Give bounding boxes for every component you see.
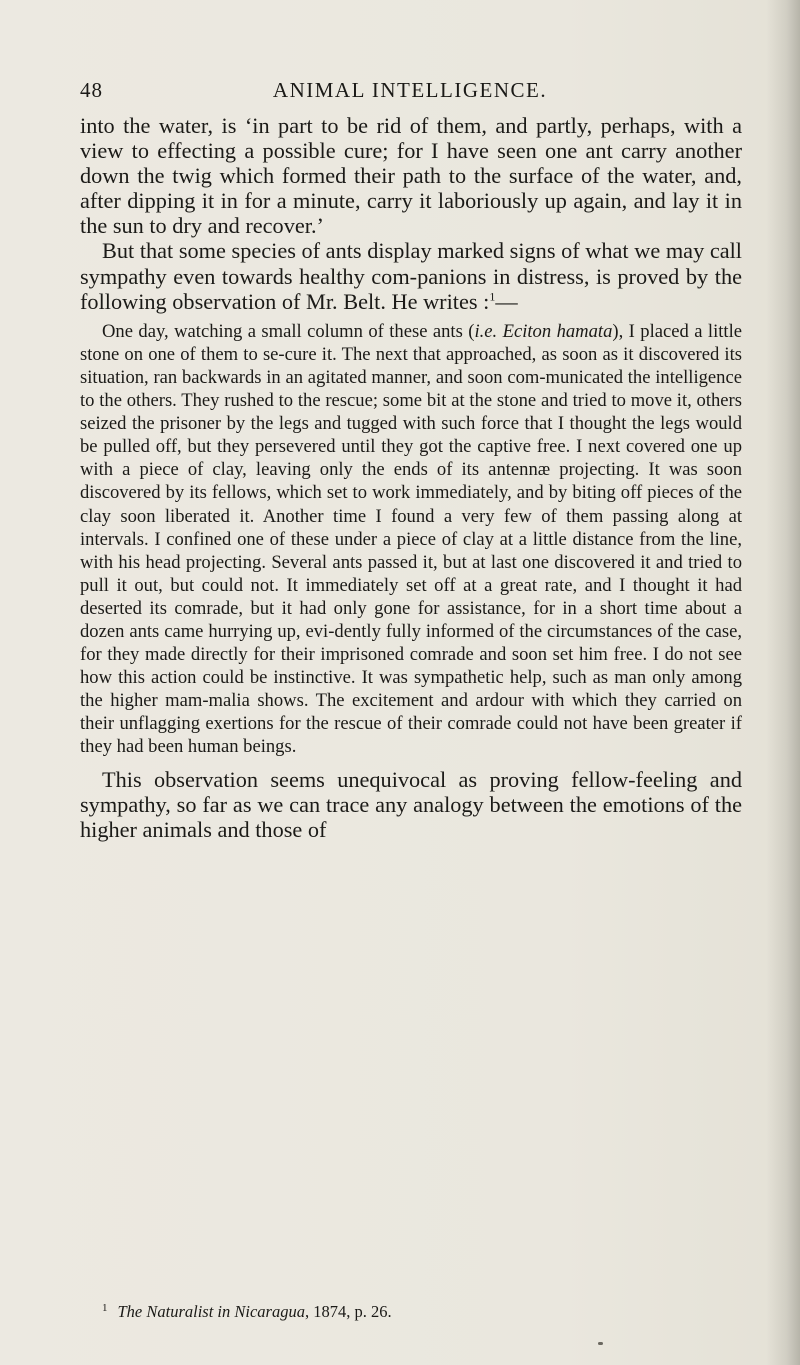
footnote-marker: 1 bbox=[102, 1301, 108, 1314]
running-head bbox=[80, 74, 740, 104]
quote-text-start: One day, watching a small column of these ants ( bbox=[102, 320, 475, 342]
footnote-reference: 1 bbox=[489, 289, 496, 304]
paragraph-belt-intro-text: But that some species of ants display marked signs of what we may call sympathy even towards healthy com-panions in distress, is proved by the following observation of Mr. Belt. He writes : bbox=[80, 238, 742, 314]
paragraph-belt-intro-dash: — bbox=[495, 288, 518, 314]
ink-speck bbox=[598, 1342, 603, 1345]
paragraph-conclusion: This observation seems unequivocal as proving fellow-feeling and sympathy, so far as we can trace any analogy between the emotions of the higher animals and those of bbox=[80, 766, 742, 842]
footnote-details: , 1874, p. 26. bbox=[304, 1302, 392, 1321]
footnote-book-title: The Naturalist in Nicaragua bbox=[117, 1302, 305, 1321]
page-number: 48 bbox=[80, 78, 103, 102]
paragraph-belt-intro bbox=[80, 238, 742, 313]
page-edge-shadow bbox=[766, 0, 800, 1365]
body-text bbox=[80, 113, 742, 842]
quote-species-name: i.e. Eciton hamata bbox=[474, 320, 613, 342]
paragraph-continued: into the water, is ‘in part to be rid of them, and partly, perhaps, with a view to effecting a possible cure; for I have seen one ant carry another down the twig which formed their path to the surface of the water, and, after dipping it in for a minute, carry it laboriously up again, and lay it in the sun to dry and recover.’ bbox=[80, 113, 742, 239]
quote-text-rest: ), I placed a little stone on one of them to se-cure it. The next that approached, as soon as it discovered its situation, ran backwards in an agitated manner, and soon com-municated the intelligence to the others. They rushed to the rescue; some bit at the stone and tried to move it, others seized the prisoner by the legs and tugged with such force that I thought the legs would be pulled off, but they persevered until they got the captive free. I next covered one up with a piece of clay, leaving only the ends of its antennæ projecting. It was soon discovered by its fellows, which set to work immediately, and by biting off pieces of the clay soon liberated it. Another time I found a very few of them passing along at intervals. I confined one of these under a piece of clay at a little distance from the line, with his head projecting. Several ants passed it, but at last one discovered it and tried to pull it out, but could not. It immediately set off at a great rate, and I thought it had deserted its comrade, but it had only gone for assistance, for in a short time about a dozen ants came hurrying up, evi-dently fully informed of the circumstances of the case, for they made directly for their imprisoned comrade and soon set him free. I do not see how this action could be instinctive. It was sympathetic help, such as man only among the higher mam-malia shows. The excitement and ardour with which they carried on their unflagging exertions for the rescue of their comrade could not have been greater if they had been human beings. bbox=[80, 320, 742, 758]
running-title: ANIMAL INTELLIGENCE. bbox=[272, 78, 548, 102]
footnote bbox=[80, 1302, 742, 1322]
block-quote-belt bbox=[80, 320, 742, 759]
